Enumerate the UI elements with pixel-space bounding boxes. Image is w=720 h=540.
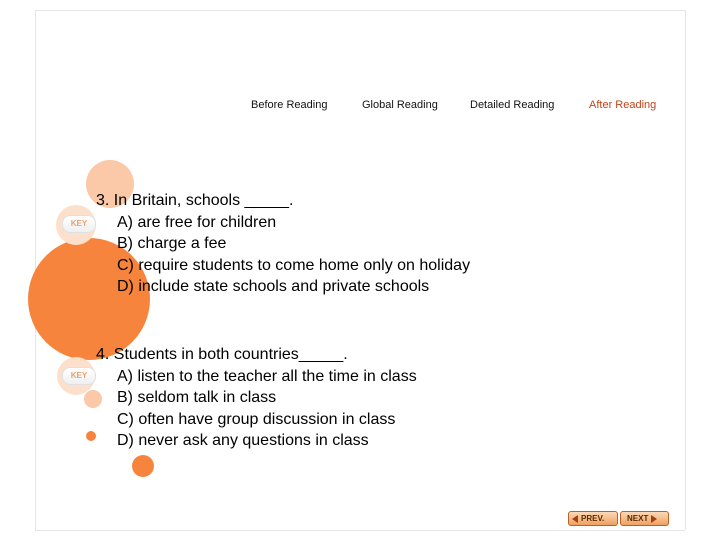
option-c: C) often have group discussion in class	[117, 410, 396, 428]
tab-before-reading[interactable]: Before Reading	[251, 99, 328, 111]
key-button-q4[interactable]	[62, 367, 96, 385]
decor-circle-small-2	[86, 431, 96, 441]
question-stem: 4. Students in both countries_____.	[96, 346, 348, 363]
tab-after-reading[interactable]: After Reading	[589, 99, 657, 111]
key-button-q3[interactable]	[62, 215, 96, 233]
next-button[interactable]	[620, 511, 669, 526]
frame-border-top	[35, 10, 685, 11]
question-3	[96, 190, 470, 298]
option-a: A) listen to the teacher all the time in class	[117, 367, 417, 385]
key-label: KEY	[70, 371, 88, 380]
option-b: B) seldom talk in class	[117, 389, 277, 406]
frame-border-right	[685, 10, 686, 530]
prev-button[interactable]	[568, 511, 618, 526]
chevron-left-icon	[572, 515, 578, 523]
question-4	[96, 344, 417, 452]
key-label: KEY	[70, 219, 88, 228]
decor-circle-small-3	[132, 455, 154, 477]
option-d: D) include state schools and private schools	[117, 278, 430, 295]
option-a: A) are free for children	[117, 213, 277, 231]
prev-label: PREV.	[581, 514, 605, 523]
frame-border-bottom	[35, 530, 685, 531]
option-d: D) never ask any questions in class	[117, 432, 369, 449]
question-stem: 3. In Britain, schools _____.	[96, 192, 294, 209]
option-b: B) charge a fee	[117, 235, 227, 252]
next-label: NEXT	[627, 514, 649, 523]
option-c: C) require students to come home only on holiday	[117, 256, 471, 274]
tab-global-reading[interactable]: Global Reading	[362, 99, 438, 111]
tab-detailed-reading[interactable]: Detailed Reading	[470, 99, 555, 111]
chevron-right-icon	[651, 515, 657, 523]
